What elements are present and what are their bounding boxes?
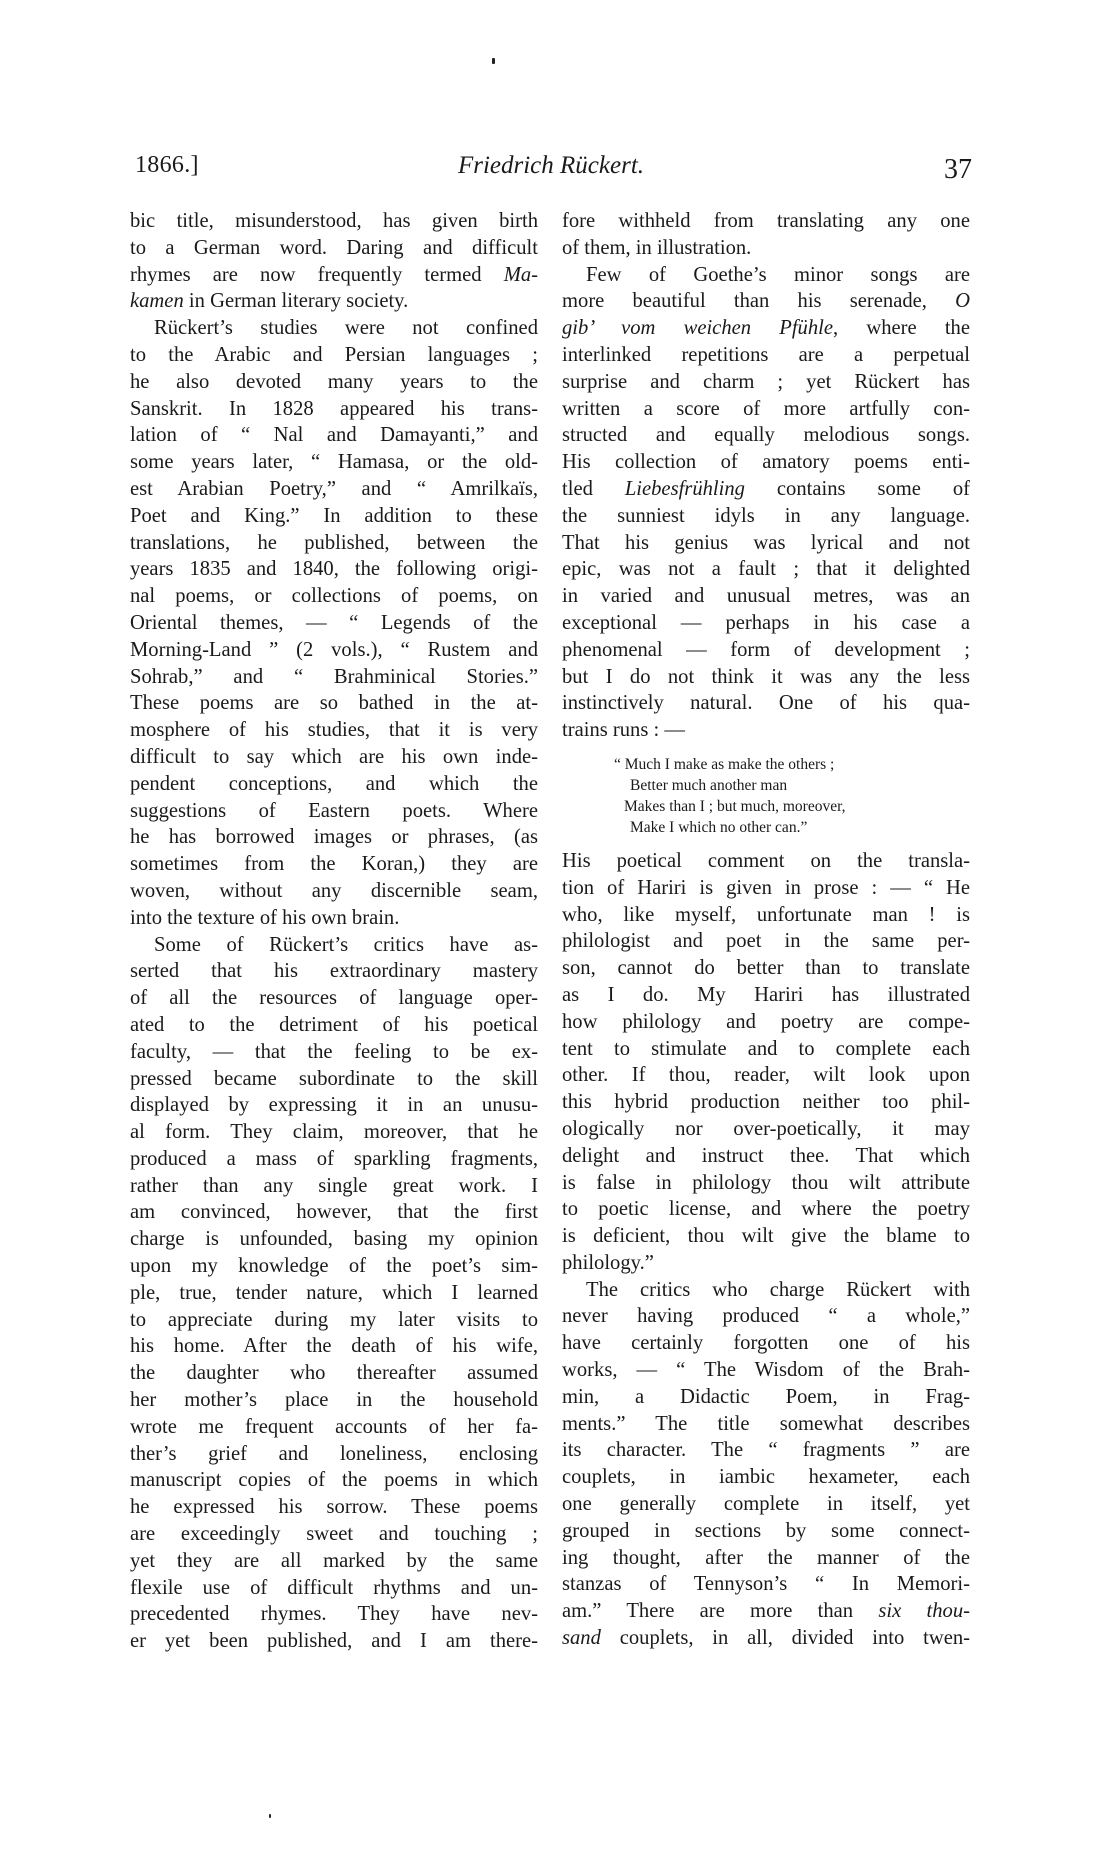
text-line (562, 1625, 970, 1652)
text-run: in German literary society. (183, 290, 409, 313)
text-run: grouped in sections by some connect- (562, 1519, 970, 1542)
text-run: interlinked repetitions are a perpetual (562, 343, 970, 366)
text-run: pressed became subordinate to the skill (130, 1067, 538, 1090)
text-run: who, like myself, unfortunate man ! is (562, 903, 970, 926)
text-run: bic title, misunderstood, has given birth (130, 210, 538, 232)
text-line (130, 1066, 538, 1093)
text-line (562, 1518, 970, 1545)
text-run: some years later, “ Hamasa, or the old- (130, 451, 538, 474)
text-line (130, 637, 538, 664)
italic-text: kamen (130, 290, 184, 313)
text-line (130, 1441, 538, 1468)
text-run: Sanskrit. In 1828 appeared his trans- (130, 397, 538, 420)
poem-line: Better much another man (630, 776, 788, 794)
italic-text: gib’ vom weichen Pfühle (562, 317, 833, 340)
text-line (562, 288, 970, 315)
text-run: est Arabian Poetry,” and “ Amrilkaïs, (130, 477, 538, 500)
text-line (562, 396, 970, 423)
poem-line: Make I which no other can.” (630, 818, 808, 836)
text-line (562, 1223, 970, 1250)
text-line (130, 1199, 538, 1226)
text-line (130, 1012, 538, 1039)
text-line (130, 878, 538, 905)
text-line (130, 503, 538, 530)
text-run: more beautiful than his serenade, (562, 290, 956, 313)
text-run: Morning-Land ” (2 vols.), “ Rustem and (130, 638, 538, 661)
left-column (130, 208, 538, 1655)
text-run: phenomenal — form of development ; (562, 638, 970, 661)
text-run: ing thought, after the manner of the (562, 1546, 970, 1569)
paragraph-first-line (130, 315, 538, 342)
text-run: His collection of amatory poems enti- (562, 451, 970, 474)
text-run: to a German word. Daring and difficult (130, 236, 538, 259)
text-line (130, 422, 538, 449)
text-line (130, 1146, 538, 1173)
text-line (130, 744, 538, 771)
text-line (130, 396, 538, 423)
text-line (130, 1307, 538, 1334)
text-run: The critics who charge Rückert with (586, 1278, 970, 1301)
text-line (130, 262, 538, 289)
text-run: is false in philology thou wilt attribute (562, 1171, 970, 1194)
text-run: fore withheld from translating any one (562, 210, 970, 232)
text-run: lation of “ Nal and Damayanti,” and (130, 424, 538, 447)
text-run: but I do not think it was any the less (562, 665, 970, 688)
text-line (562, 1437, 970, 1464)
text-run: stanzas of Tennyson’s “ In Memori- (562, 1573, 970, 1596)
italic-text: O (955, 290, 970, 313)
text-line (562, 1357, 970, 1384)
paragraph-first-line (562, 262, 970, 289)
text-run: al form. They claim, moreover, that he (130, 1121, 538, 1144)
text-line (130, 1521, 538, 1548)
text-line (562, 422, 970, 449)
text-run: charge is unfounded, basing my opinion (130, 1228, 538, 1251)
italic-text: Liebesfrühling (624, 477, 745, 500)
italic-text: Ma- (503, 263, 538, 286)
text-line (562, 637, 970, 664)
text-line (562, 369, 970, 396)
text-run: ther’s grief and loneliness, enclosing (130, 1442, 538, 1465)
text-line (130, 1494, 538, 1521)
text-run: have certainly forgotten one of his (562, 1332, 970, 1355)
text-run: flexile use of difficult rhythms and un- (130, 1576, 538, 1599)
text-line (130, 1092, 538, 1119)
text-line (130, 369, 538, 396)
italic-text: six thou- (878, 1600, 970, 1623)
text-run: These poems are so bathed in the at- (130, 692, 538, 715)
text-line (562, 875, 970, 902)
text-line (562, 1545, 970, 1572)
text-line (130, 958, 538, 985)
text-run: son, cannot do better than to translate (562, 957, 970, 980)
running-title: Friedrich Rückert. (457, 152, 645, 179)
text-line (130, 1226, 538, 1253)
text-line (130, 717, 538, 744)
text-run: suggestions of Eastern poets. Where (130, 799, 538, 822)
text-line (562, 1143, 970, 1170)
text-run: mosphere of his studies, that it is very (130, 719, 538, 742)
text-line (562, 955, 970, 982)
text-run: Some of Rückert’s critics have as- (154, 933, 538, 956)
text-line (562, 1598, 970, 1625)
text-run: the daughter who thereafter assumed (130, 1362, 538, 1385)
text-line (562, 1250, 970, 1277)
text-run: sometimes from the Koran,) they are (130, 853, 538, 876)
text-line (562, 1170, 970, 1197)
quatrain-poem (562, 744, 970, 848)
text-run: contains some of (744, 477, 970, 500)
text-line (130, 664, 538, 691)
text-line (130, 476, 538, 503)
text-line (562, 982, 970, 1009)
text-line (130, 1119, 538, 1146)
text-line (562, 342, 970, 369)
text-line (562, 1330, 970, 1357)
text-line (562, 235, 970, 262)
text-run: philology.” (562, 1251, 654, 1274)
text-line (130, 1628, 538, 1655)
text-run: in varied and unusual metres, was an (562, 585, 970, 608)
text-line (130, 1414, 538, 1441)
paragraph-first-line (562, 1277, 970, 1304)
text-line (130, 1575, 538, 1602)
text-run: tent to stimulate and to complete each (562, 1037, 970, 1060)
text-line (130, 824, 538, 851)
text-line (130, 1253, 538, 1280)
text-line (130, 1387, 538, 1414)
text-run: to the Arabic and Persian languages ; (130, 343, 538, 366)
text-run: to appreciate during my later visits to (130, 1308, 538, 1331)
text-line (130, 690, 538, 717)
text-run: are exceedingly sweet and touching ; (130, 1523, 538, 1546)
text-line (130, 905, 538, 932)
text-run: how philology and poetry are compe- (562, 1010, 970, 1033)
text-run: written a score of more artfully con- (562, 397, 970, 420)
text-line (130, 288, 538, 315)
text-run: min, a Didactic Poem, in Frag- (562, 1385, 970, 1408)
text-line (130, 583, 538, 610)
text-run: tion of Hariri is given in prose : — “ He (562, 876, 970, 899)
text-line (130, 1548, 538, 1575)
page-number: 37 (944, 154, 972, 185)
text-run: pendent conceptions, and which the (130, 772, 538, 795)
text-line (562, 1196, 970, 1223)
text-run: of all the resources of language oper- (130, 987, 538, 1010)
poem-line: “ Much I make as make the others ; (614, 755, 835, 773)
text-run: to poetic license, and where the poetry (562, 1198, 970, 1221)
text-line (130, 208, 538, 235)
text-run: is deficient, thou wilt give the blame to (562, 1225, 970, 1248)
text-line (130, 449, 538, 476)
text-run: upon my knowledge of the poet’s sim- (130, 1255, 538, 1278)
text-run: he also devoted many years to the (130, 370, 538, 393)
text-line (130, 1601, 538, 1628)
text-line (562, 690, 970, 717)
text-line (562, 530, 970, 557)
italic-text: sand (562, 1627, 601, 1650)
text-run: wrote me frequent accounts of her fa- (130, 1415, 538, 1438)
text-run: one generally complete in itself, yet (562, 1493, 970, 1516)
text-line (562, 1464, 970, 1491)
text-run: other. If thou, reader, wilt look upon (562, 1064, 970, 1087)
text-line (562, 1491, 970, 1518)
text-line (130, 342, 538, 369)
text-run: trains runs : — (562, 719, 685, 742)
text-run: ments.” The title somewhat describes (562, 1412, 970, 1435)
text-line (562, 476, 970, 503)
text-run: he expressed his sorrow. These poems (130, 1496, 538, 1519)
text-line (562, 1089, 970, 1116)
text-run: precedented rhymes. They have nev- (130, 1603, 538, 1626)
text-line (562, 208, 970, 235)
text-run: exceptional — perhaps in his case a (562, 611, 970, 634)
text-run: manuscript copies of the poems in which (130, 1469, 538, 1492)
text-line (562, 556, 970, 583)
text-run: as I do. My Hariri has illustrated (562, 983, 970, 1006)
text-line (130, 556, 538, 583)
text-run: years 1835 and 1840, the following origi- (130, 558, 538, 581)
text-run: yet they are all marked by the same (130, 1549, 538, 1572)
text-run: serted that his extraordinary mastery (130, 960, 538, 983)
text-run: into the texture of his own brain. (130, 906, 400, 929)
text-line (562, 1571, 970, 1598)
text-run: ple, true, tender nature, which I learned (130, 1281, 538, 1304)
poem-line: Makes than I ; but much, moreover, (624, 797, 846, 815)
text-line (562, 1384, 970, 1411)
text-line (562, 664, 970, 691)
text-run: epic, was not a fault ; that it delighted (562, 558, 970, 581)
text-run: ologically nor over-poetically, it may (562, 1117, 970, 1140)
text-run: am.” There are more than (562, 1600, 879, 1623)
right-column-text-after-poem (562, 848, 970, 1652)
text-run: faculty, — that the feeling to be ex- (130, 1040, 538, 1063)
text-run: couplets, in iambic hexameter, each (562, 1466, 970, 1489)
text-run: ated to the detriment of his poetical (130, 1013, 538, 1036)
text-run: never having produced “ a whole,” (562, 1305, 970, 1328)
text-run: surprise and charm ; yet Rückert has (562, 370, 970, 393)
text-run: woven, without any discernible seam, (130, 879, 538, 902)
text-line (562, 717, 970, 744)
print-speck (269, 1814, 271, 1818)
text-run: displayed by expressing it in an unusu- (130, 1094, 538, 1117)
text-line (562, 902, 970, 929)
text-line (562, 449, 970, 476)
text-run: er yet been published, and I am there- (130, 1630, 538, 1653)
text-line (130, 771, 538, 798)
text-run: tled (562, 477, 625, 500)
text-run: That his genius was lyrical and not (562, 531, 970, 554)
text-line (562, 1411, 970, 1438)
text-line (130, 1467, 538, 1494)
text-run: the sunniest idyls in any language. (562, 504, 970, 527)
text-run: translations, he published, between the (130, 531, 538, 554)
text-run: His poetical comment on the transla- (562, 849, 970, 872)
text-line (562, 1303, 970, 1330)
text-run: instinctively natural. One of his qua- (562, 692, 970, 715)
text-line (562, 848, 970, 875)
text-line (130, 1360, 538, 1387)
text-line (130, 1333, 538, 1360)
right-column-text-before-poem (562, 208, 970, 744)
text-run: its character. The “ fragments ” are (562, 1439, 970, 1462)
text-line (130, 610, 538, 637)
text-run: rhymes are now frequently termed (130, 263, 504, 286)
text-line (562, 928, 970, 955)
text-run: this hybrid production neither too phil- (562, 1091, 970, 1114)
text-line (130, 851, 538, 878)
text-line (130, 235, 538, 262)
text-run: am convinced, however, that the first (130, 1201, 538, 1224)
text-run: Oriental themes, — “ Legends of the (130, 611, 538, 634)
print-speck (492, 58, 495, 64)
text-run: rather than any single great work. I (130, 1174, 538, 1197)
text-line (562, 1009, 970, 1036)
text-line (130, 1173, 538, 1200)
text-run: of them, in illustration. (562, 236, 752, 259)
text-line (562, 610, 970, 637)
text-run: her mother’s place in the household (130, 1389, 538, 1412)
text-run: Poet and King.” In addition to these (130, 504, 538, 527)
text-line (130, 530, 538, 557)
text-line (562, 1036, 970, 1063)
text-run: difficult to say which are his own inde- (130, 745, 538, 768)
text-run: nal poems, or collections of poems, on (130, 585, 538, 608)
text-run: philologist and poet in the same per- (562, 930, 970, 953)
text-run: delight and instruct thee. That which (562, 1144, 970, 1167)
text-run: Sohrab,” and “ Brahminical Stories.” (130, 665, 538, 688)
text-run: produced a mass of sparkling fragments, (130, 1147, 538, 1170)
text-run: Few of Goethe’s minor songs are (586, 263, 970, 286)
text-run: structed and equally melodious songs. (562, 424, 970, 447)
text-line (130, 985, 538, 1012)
text-line (562, 583, 970, 610)
text-line (562, 1116, 970, 1143)
paragraph-first-line (130, 932, 538, 959)
text-line (130, 1280, 538, 1307)
text-run: his home. After the death of his wife, (130, 1335, 538, 1358)
text-run: he has borrowed images or phrases, (as (130, 826, 538, 849)
text-run: Rückert’s studies were not confined (154, 317, 538, 340)
text-run: , where the (833, 317, 970, 340)
right-column (562, 208, 970, 1652)
header-date: 1866.] (135, 152, 199, 178)
text-run: couplets, in all, divided into twen- (600, 1627, 970, 1650)
text-line (562, 315, 970, 342)
text-line (562, 503, 970, 530)
running-header (130, 152, 972, 186)
text-line (562, 1062, 970, 1089)
text-run: works, — “ The Wisdom of the Brah- (562, 1359, 970, 1382)
text-line (130, 798, 538, 825)
text-line (130, 1039, 538, 1066)
